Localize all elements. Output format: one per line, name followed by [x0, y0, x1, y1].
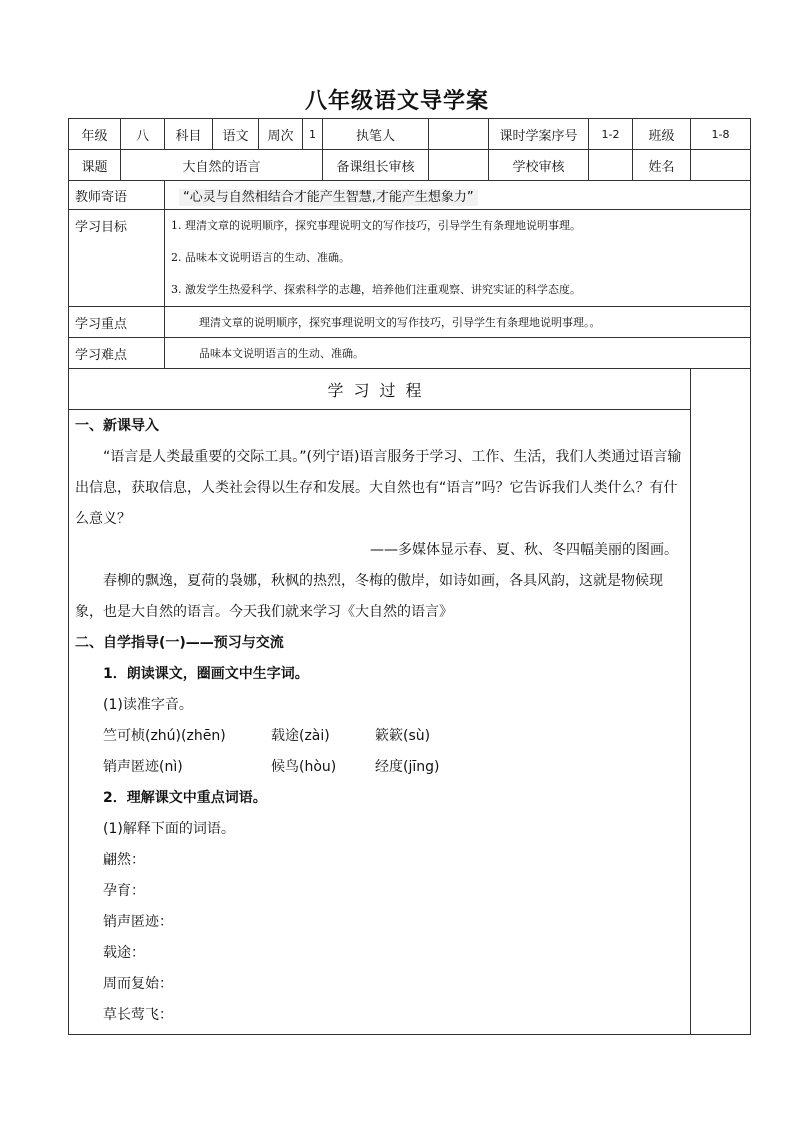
section-1-heading: 一、新课导入 — [75, 418, 159, 434]
name-label: 姓名 — [633, 150, 691, 181]
leader-review-label: 备课组长审核 — [323, 150, 429, 181]
process-content — [69, 410, 691, 1035]
char-item: 竺可桢(zhú)(zhēn) — [103, 728, 226, 744]
term-item: 草长莺飞： — [103, 1007, 173, 1023]
class-value: 1-8 — [691, 119, 751, 150]
section-2-heading: 二、自学指导(一)——预习与交流 — [75, 635, 284, 651]
section-1-paragraph-3: 春柳的飘逸，夏荷的袅娜，秋枫的热烈，冬梅的傲岸，如诗如画，各具风韵，这就是物候现象，也是大自然的语言。今天我们就来学习《大自然的语言》 — [75, 573, 663, 620]
key-points-text: 理清文章的说明顺序，探究事理说明文的写作技巧，引导学生有条理地说明事理。。 — [165, 307, 751, 338]
term-item: 销声匿迹： — [103, 914, 173, 930]
question-1-sub: (1)读准字音。 — [103, 697, 193, 713]
key-points-row — [69, 307, 751, 338]
school-review-value — [589, 150, 633, 181]
chars-row-1 — [75, 721, 684, 752]
teacher-message-text: “心灵与自然相结合才能产生智慧,才能产生想象力” — [179, 189, 478, 206]
serial-label: 课时学案序号 — [489, 119, 589, 150]
name-value — [691, 150, 751, 181]
char-item: 经度(jīng) — [375, 759, 440, 775]
grade-value: 八 — [121, 119, 165, 150]
question-2: 2．理解课文中重点词语。 — [103, 790, 267, 806]
char-item: 候鸟(hòu) — [271, 759, 337, 775]
header-row-1 — [69, 119, 751, 150]
question-2-sub: (1)解释下面的词语。 — [103, 821, 235, 837]
subject-label: 科目 — [165, 119, 213, 150]
week-label: 周次 — [259, 119, 303, 150]
goal-item: 1. 理清文章的说明顺序，探究事理说明文的写作技巧，引导学生有条理地说明事理。 — [171, 219, 581, 232]
goal-item: 2. 品味本文说明语言的生动、准确。 — [171, 251, 350, 264]
header-row-2 — [69, 150, 751, 181]
term-item: 载途： — [103, 945, 145, 961]
class-label: 班级 — [633, 119, 691, 150]
key-points-label: 学习重点 — [69, 307, 165, 338]
topic-label: 课题 — [69, 150, 121, 181]
char-item: 簌簌(sù) — [375, 728, 431, 744]
process-content-row — [69, 410, 751, 1035]
term-item: 周而复始： — [103, 976, 173, 992]
week-value: 1 — [303, 119, 323, 150]
difficulties-row — [69, 338, 751, 369]
difficulties-text: 品味本文说明语言的生动、准确。 — [165, 338, 751, 369]
char-item: 载途(zài) — [271, 728, 330, 744]
goals-label: 学习目标 — [69, 210, 165, 307]
leader-review-value — [429, 150, 489, 181]
section-1-paragraph-1: “语言是人类最重要的交际工具。”(列宁语)语言服务于学习、工作、生活，我们人类通过语言输出信息，获取信息，人类社会得以生存和发展。大自然也有“语言”吗？它告诉我们人类什么？有什么意义？ — [75, 449, 682, 527]
process-title: 学习过程 — [69, 369, 691, 410]
school-review-label: 学校审核 — [489, 150, 589, 181]
term-item: 孕育： — [103, 883, 145, 899]
serial-value: 1-2 — [589, 119, 633, 150]
subject-value: 语文 — [213, 119, 259, 150]
process-title-row — [69, 369, 751, 410]
teacher-message-label: 教师寄语 — [69, 181, 165, 210]
page-title: 八年级语文导学案 — [304, 89, 489, 114]
teacher-message-row — [69, 181, 751, 210]
author-label: 执笔人 — [323, 119, 429, 150]
question-1: 1．朗读课文，圈画文中生字词。 — [103, 666, 309, 682]
lesson-plan-table — [68, 118, 751, 1035]
goals-row — [69, 210, 751, 307]
goal-item: 3. 激发学生热爱科学、探索科学的志趣，培养他们注重观察、讲究实证的科学态度。 — [171, 283, 581, 296]
section-1-paragraph-2: ——多媒体显示春、夏、秋、冬四幅美丽的图画。 — [370, 542, 678, 558]
grade-label: 年级 — [69, 119, 121, 150]
char-item: 销声匿迹(nì) — [103, 759, 183, 775]
difficulties-label: 学习难点 — [69, 338, 165, 369]
notes-column — [691, 369, 751, 1035]
term-item: 翩然： — [103, 852, 145, 868]
chars-row-2 — [75, 752, 684, 783]
topic-value: 大自然的语言 — [121, 150, 323, 181]
author-value — [429, 119, 489, 150]
